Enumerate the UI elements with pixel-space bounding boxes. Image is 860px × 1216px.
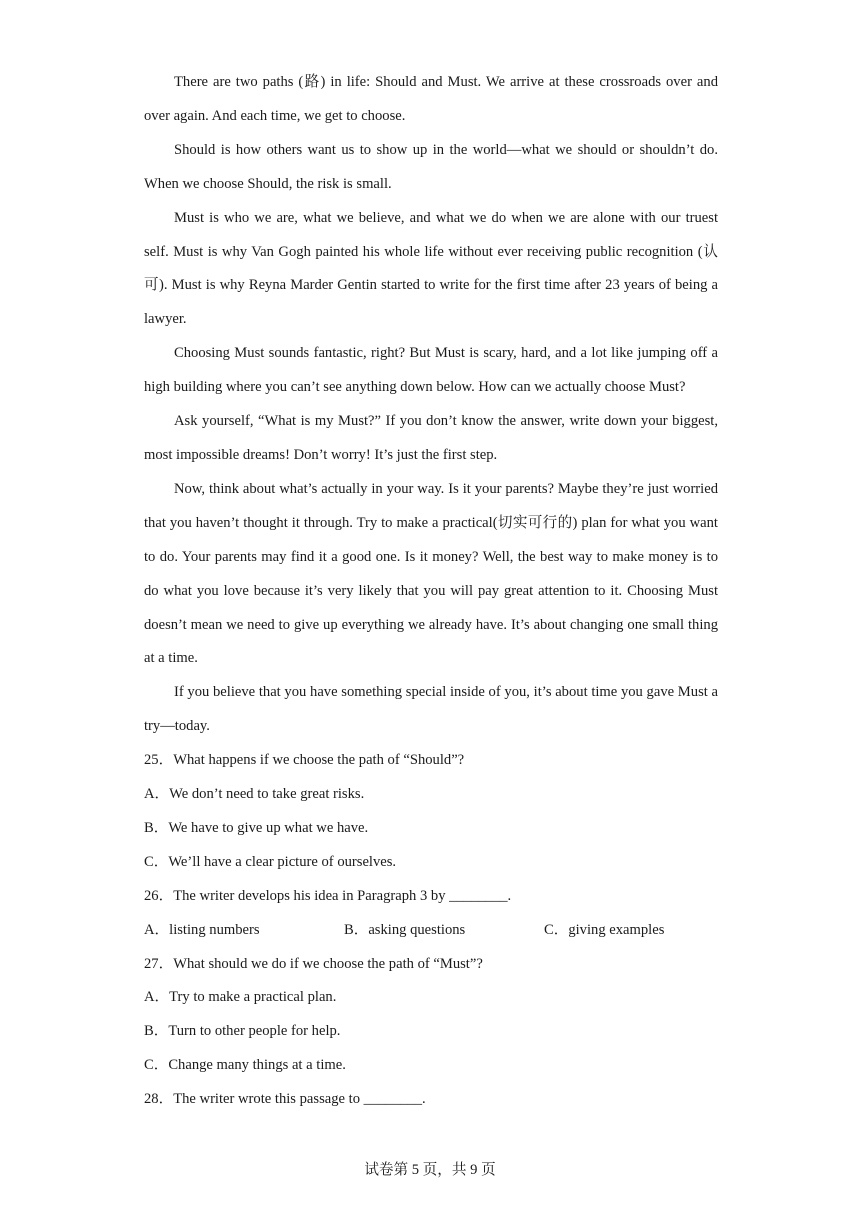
question-26-option-b: B．asking questions [344,921,466,938]
question-27 [144,948,718,1084]
question-26-option-a: A．listing numbers [144,921,260,938]
question-27-option-a: A．Try to make a practical plan. [144,989,337,1006]
question-28-stem: 28．The writer wrote this passage to ________. [144,1091,426,1108]
passage-paragraph-1: There are two paths (路) in life: Should and Must. We arrive at these crossroads over and over again. And each time, we get to choose. [144,74,718,124]
question-25-option-b: B．We have to give up what we have. [144,819,369,836]
page-footer: 试卷第 5 页，共 9 页 [364,1162,496,1178]
question-25-option-a: A．We don’t need to take great risks. [144,786,365,803]
question-27-stem: 27．What should we do if we choose the path of “Must”? [144,955,483,972]
question-26-options [144,914,718,948]
question-26 [144,880,718,948]
passage-paragraph-5: Ask yourself, “What is my Must?” If you don’t know the answer, write down your biggest, most impossible dreams! Don’t worry! It’s just the first step. [144,413,718,463]
question-25-stem: 25．What happens if we choose the path of “Should”? [144,752,465,769]
page-content [144,66,718,1117]
question-25 [144,744,718,880]
passage-paragraph-3: Must is who we are, what we believe, and what we do when we are alone with our truest self. Must is why Van Gogh painted his whole life without ever receiving public recognition (认可). Must is why Reyna Marder Gentin started to write for the first time after 23 years of being a lawyer. [144,209,718,328]
passage-paragraph-7: If you believe that you have something special inside of you, it’s about time you gave Must a try—today. [144,684,718,735]
question-26-option-c: C．giving examples [544,921,665,938]
question-27-option-b: B．Turn to other people for help. [144,1023,341,1040]
question-27-option-c: C．Change many things at a time. [144,1057,346,1074]
question-25-option-c: C．We’ll have a clear picture of ourselves. [144,853,397,870]
question-26-stem: 26．The writer develops his idea in Paragraph 3 by ________. [144,887,512,904]
passage-paragraph-6: Now, think about what’s actually in your way. Is it your parents? Maybe they’re just worried that you haven’t thought it through. Try to make a practical(切实可行的) plan for what you want to do. Your parents may find it a good one. Is it money? Well, the best way to make money is to do what you love because it’s very likely that you will pay great attention to it. Choosing Must doesn’t mean we need to give up everything we already have. It’s about changing one small thing at a time. [144,480,718,667]
question-28 [144,1083,718,1117]
passage-paragraph-4: Choosing Must sounds fantastic, right? But Must is scary, hard, and a lot like jumping off a high building where you can’t see anything down below. How can we actually choose Must? [144,345,718,396]
passage-paragraph-2: Should is how others want us to show up in the world—what we should or shouldn’t do. When we choose Should, the risk is small. [144,141,718,192]
